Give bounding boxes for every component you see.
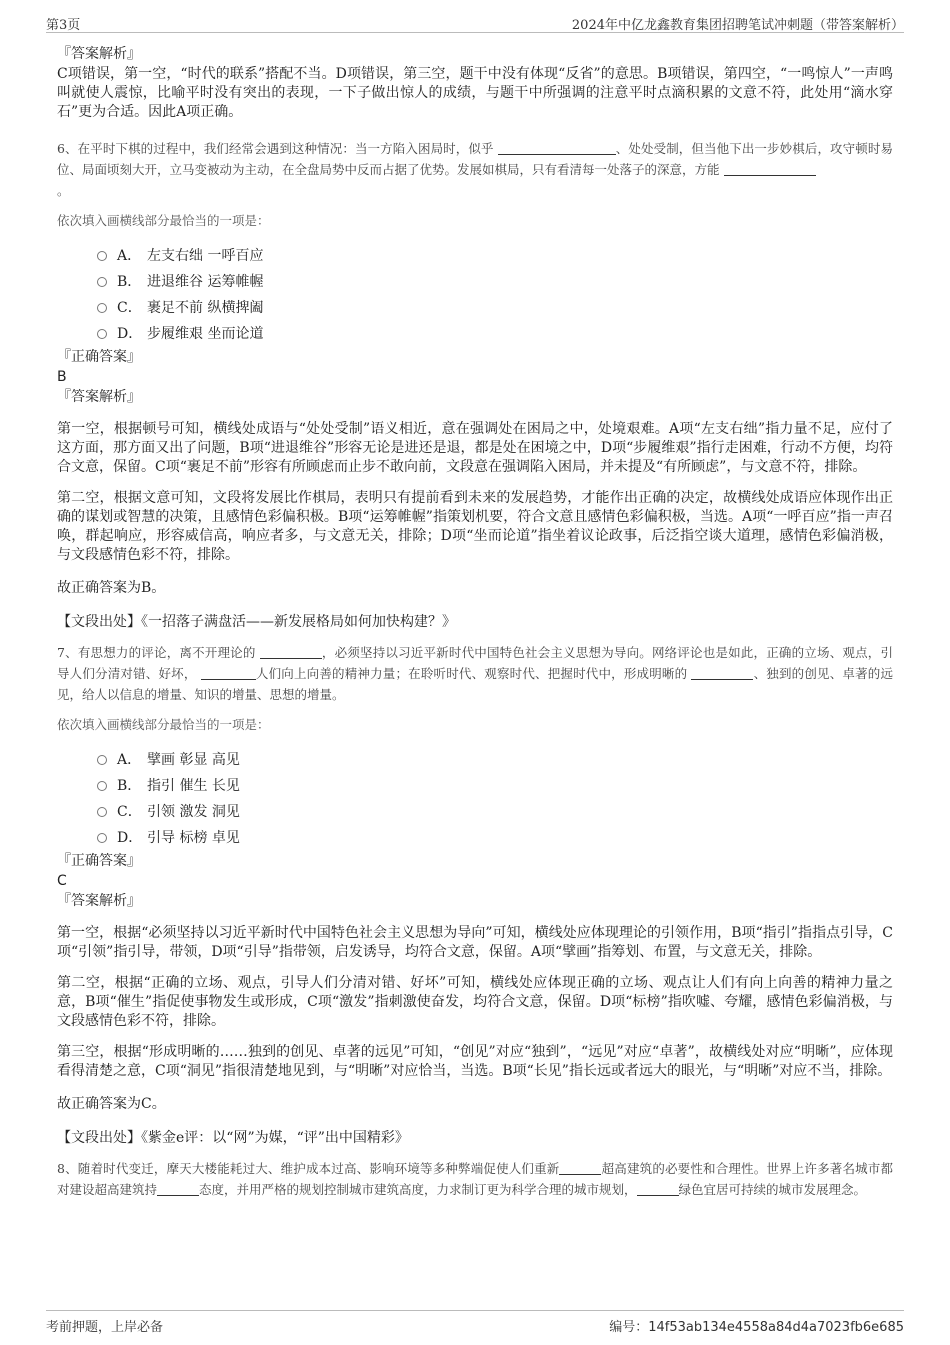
stem-text: 。 bbox=[57, 183, 70, 198]
radio-icon[interactable] bbox=[97, 329, 107, 339]
radio-icon[interactable] bbox=[97, 303, 107, 313]
radio-icon[interactable] bbox=[97, 833, 107, 843]
question-stem bbox=[57, 642, 893, 705]
code-label: 编号： bbox=[609, 1320, 649, 1335]
option-letter: B． bbox=[117, 274, 142, 290]
code-value: 14f53ab134e4558a84d4a7023fb6e685 bbox=[648, 1320, 904, 1335]
analysis-paragraph: 第一空，根据“必须坚持以习近平新时代中国特色社会主义思想为导向”可知，横线处应体现理论的引领作用，B项“指引”指指点引导，C项“引领”指引导，带领，D项“引导”指带领，启发诱导，均符合文意，保留。A项“擘画”指筹划、布置，与文意无关，排除。 bbox=[57, 925, 893, 960]
option-letter: A． bbox=[117, 752, 142, 768]
blank-line bbox=[201, 665, 256, 680]
option-letter: D． bbox=[117, 830, 143, 846]
analysis-paragraph: 第一空，根据顿号可知，横线处成语与“处处受制”语义相近，意在强调处在困局之中，处境艰难。A项“左支右绌”指力量不足，应付了这方面，那方面又出了问题，B项“进退维谷”形容无论是进还是退，都是处在困境之中，D项“步履维艰”指行走困难，行动不方便，均符合文意，保留。C项“裹足不前”形容有所顾虑而止步不敢向前，文段意在强调陷入困局，并未提及“有所顾虑”，与文意不符，排除。 bbox=[57, 421, 893, 475]
stem-text: 超高建筑的必要性和合理性。世界上许多著名城市都对建设超高建筑持 bbox=[57, 1161, 893, 1197]
question-8 bbox=[57, 1158, 893, 1200]
option-b[interactable] bbox=[97, 269, 893, 295]
options-list bbox=[57, 747, 893, 851]
analysis-label: 『答案解析』 bbox=[57, 46, 141, 62]
page-footer bbox=[46, 1310, 904, 1333]
option-text: 引导 标榜 卓见 bbox=[147, 830, 240, 846]
correct-answer: C bbox=[57, 873, 67, 889]
option-c[interactable] bbox=[97, 799, 893, 825]
option-text: 指引 催生 长见 bbox=[147, 778, 240, 794]
option-text: 引领 激发 洞见 bbox=[147, 804, 240, 820]
option-a[interactable] bbox=[97, 747, 893, 773]
stem-text: 7、有思想力的评论，离不开理论的 bbox=[57, 645, 256, 660]
stem-text: 、处处受制，但当他下出一步妙棋后，攻守顿时易位、局面顷刻大开，立马变被动为主动，在全盘局势中反而占据了优势。发展如棋局，只有看清每一处落子的深意，方能 bbox=[57, 141, 893, 177]
stem-text: 绿色宜居可持续的城市发展理念。 bbox=[678, 1182, 867, 1197]
source-citation: 【文段出处】《紫金e评：以“网”为媒，“评”出中国精彩》 bbox=[57, 1130, 409, 1146]
radio-icon[interactable] bbox=[97, 251, 107, 261]
radio-icon[interactable] bbox=[97, 755, 107, 765]
option-letter: C． bbox=[117, 300, 142, 316]
stem-text: 人们向上向善的精神力量；在聆听时代、观察时代、把握时代中，形成明晰的 bbox=[255, 666, 688, 681]
option-c[interactable] bbox=[97, 295, 893, 321]
stem-text: 态度，并用严格的规划控制城市建筑高度，力求制订更为科学合理的城市规划， bbox=[199, 1182, 637, 1197]
option-text: 进退维谷 运筹帷幄 bbox=[147, 274, 264, 290]
question-stem bbox=[57, 1158, 893, 1200]
option-letter: B． bbox=[117, 778, 142, 794]
blank-line bbox=[637, 1181, 679, 1196]
analysis-conclusion: 故正确答案为B。 bbox=[57, 580, 166, 596]
source-citation: 【文段出处】《一招落子满盘活——新发展格局如何加快构建？》 bbox=[57, 614, 456, 630]
blank-line bbox=[260, 644, 322, 659]
blank-line bbox=[559, 1160, 601, 1175]
analysis-conclusion: 故正确答案为C。 bbox=[57, 1096, 166, 1112]
stem-text: 、独到的创见、卓著的远见，给人以信息的增量、知识的增量、思想的增量。 bbox=[57, 666, 893, 702]
stem-text: 8、随着时代变迁，摩天大楼能耗过大、维护成本过高、影响环境等多种弊端促使人们重新 bbox=[57, 1161, 560, 1176]
correct-answer-label: 『正确答案』 bbox=[57, 349, 141, 365]
option-d[interactable] bbox=[97, 825, 893, 851]
radio-icon[interactable] bbox=[97, 277, 107, 287]
option-text: 裹足不前 纵横捭阖 bbox=[147, 300, 264, 316]
analysis-paragraph: 第二空，根据文意可知，文段将发展比作棋局，表明只有提前看到未来的发展趋势，才能作出正确的决定，故横线处成语应体现作出正确的谋划或智慧的决策，且感情色彩偏积极。B项“运筹帷幄”指策划机要，符合文意且感情色彩偏积极，当选。A项“一呼百应”指一声召唤，群起响应，形容威信高，响应者多，与文意无关，排除；D项“坐而论道”指坐着议论政事，后泛指空谈大道理，感情色彩偏消极，与文段感情色彩不符，排除。 bbox=[57, 490, 893, 563]
option-text: 擘画 彰显 高见 bbox=[147, 752, 240, 768]
question-prompt: 依次填入画横线部分最恰当的一项是： bbox=[57, 213, 270, 228]
analysis-text: C项错误，第一空，“时代的联系”搭配不当。D项错误，第三空，题干中没有体现“反省”的意思。B项错误，第四空，“一鸣惊人”一声鸣叫就使人震惊，比喻平时没有突出的表现，一下子做出惊人的成绩，与题干中所强调的注意平时点滴积累的文意不符，此处用“滴水穿石”更为合适。因此A项正确。 bbox=[57, 66, 893, 120]
options-list bbox=[57, 243, 893, 347]
document-code bbox=[609, 1316, 904, 1335]
option-text: 左支右绌 一呼百应 bbox=[147, 248, 264, 264]
page-header bbox=[46, 10, 904, 33]
stem-text: ，必须坚持以习近平新时代中国特色社会主义思想为导向。网络评论也是如此，正确的立场、观点，引导人们分清对错、好坏， bbox=[57, 645, 893, 681]
stem-text: 6、在平时下棋的过程中，我们经常会遇到这种情况：当一方陷入困局时，似乎 bbox=[57, 141, 494, 156]
page-number: 第3页 bbox=[46, 18, 81, 33]
blank-line bbox=[724, 161, 816, 176]
question-stem bbox=[57, 138, 893, 201]
question-prompt: 依次填入画横线部分最恰当的一项是： bbox=[57, 717, 270, 732]
correct-answer-label: 『正确答案』 bbox=[57, 853, 141, 869]
analysis-paragraph: 第三空，根据“形成明晰的……独到的创见、卓著的远见”可知，“创见”对应“独到”，“远见”对应“卓著”，故横线处对应“明晰”，应体现看得清楚之意，C项“洞见”指很清楚地见到，与“明晰”对应恰当，当选。B项“长见”指长远或者远大的眼光，与“明晰”对应不当，排除。 bbox=[57, 1044, 893, 1079]
option-letter: C． bbox=[117, 804, 142, 820]
option-d[interactable] bbox=[97, 321, 893, 347]
blank-line bbox=[157, 1181, 199, 1196]
radio-icon[interactable] bbox=[97, 807, 107, 817]
footer-slogan: 考前押题，上岸必备 bbox=[46, 1320, 164, 1335]
option-letter: D． bbox=[117, 326, 143, 342]
analysis-label: 『答案解析』 bbox=[57, 893, 141, 909]
analysis-paragraph: 第二空，根据“正确的立场、观点，引导人们分清对错、好坏”可知，横线处应体现正确的立场、观点让人们有向上向善的精神力量之意，B项“催生”指促使事物发生或形成，C项“激发”指刺激使奋发，均符合文意，保留。D项“标榜”指吹嘘、夸耀，感情色彩偏消极，与文段感情色彩不符，排除。 bbox=[57, 975, 893, 1029]
correct-answer: B bbox=[57, 369, 67, 385]
analysis-label: 『答案解析』 bbox=[57, 389, 141, 405]
page-content bbox=[57, 44, 893, 1200]
blank-line bbox=[691, 665, 753, 680]
option-b[interactable] bbox=[97, 773, 893, 799]
option-text: 步履维艰 坐而论道 bbox=[147, 326, 264, 342]
question-6 bbox=[57, 138, 893, 632]
document-title: 2024年中亿龙鑫教育集团招聘笔试冲刺题（带答案解析） bbox=[571, 18, 904, 33]
blank-line bbox=[498, 140, 616, 155]
option-letter: A． bbox=[117, 248, 142, 264]
option-a[interactable] bbox=[97, 243, 893, 269]
radio-icon[interactable] bbox=[97, 781, 107, 791]
question-7 bbox=[57, 642, 893, 1148]
